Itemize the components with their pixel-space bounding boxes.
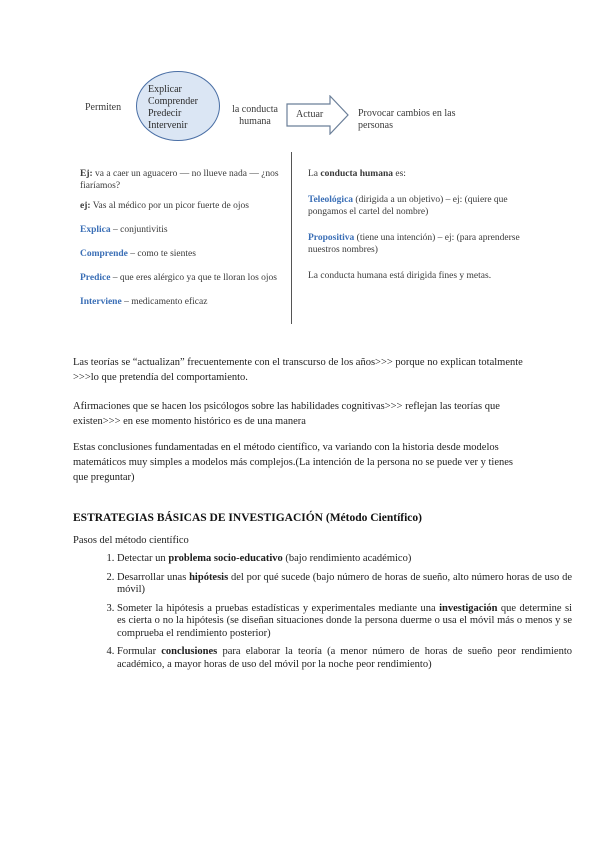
example-2-text: Vas al médico por un picor fuerte de ojos: [90, 201, 249, 211]
propositiva-text: (tiene una intención) – ej: (para aprenderse nuestros nombres): [308, 233, 520, 255]
list-item: [117, 572, 572, 597]
diagram-provocar: Provocar cambios en las personas: [358, 108, 456, 131]
explica-label: Explica: [80, 225, 111, 235]
left-column: [80, 168, 280, 308]
step-keyword: problema socio-educativo: [168, 553, 283, 564]
paragraph-conclusiones: Estas conclusiones fundamentadas en el método científico, va variando con la historia desde modelos matemáticos muy simples a modelos más complejos.(La intención de la persona no se puede ver y tienes que preguntar): [73, 442, 514, 483]
example-1-label: Ej:: [80, 169, 93, 179]
step-text: Formular: [117, 646, 162, 657]
dirigida-text: La conducta humana está dirigida fines y metas.: [308, 271, 492, 281]
explica-text: – conjuntivitis: [110, 225, 168, 235]
teleologica-text: (dirigida a un objetivo) – ej: (quiere que pongamos el cartel del nombre): [308, 195, 508, 217]
column-divider: [291, 152, 292, 324]
conducta-title-pre: La: [308, 169, 321, 179]
oval-item: Intervenir: [148, 120, 188, 131]
oval-item: Explicar: [148, 84, 182, 95]
step-text: Desarrollar unas: [117, 571, 190, 583]
example-1-text: va a caer un aguacero — no llueve nada — ¿nos fiaríamos?: [80, 169, 279, 191]
step-text: (bajo rendimiento académico): [282, 553, 412, 564]
example-1: [80, 168, 280, 192]
step-text: que determine si es cierta o no la hipótesis (se diseñan situaciones donde la persona duerme o usa el móvil más o menos y se comprueba el rendimiento posterior): [117, 602, 573, 639]
step-keyword: hipótesis: [189, 571, 229, 583]
teleologica-item: [308, 194, 528, 218]
step-text: para elaborar la teoría (a menor número de horas de sueño peor rendimiento académico, a mayor horas de uso del móvil por la noche peor rendimiento): [117, 646, 573, 670]
conducta-title: [308, 168, 528, 180]
steps-list: [73, 553, 572, 677]
predice-label: Predice: [80, 273, 111, 283]
section-subtitle: Pasos del método científico: [73, 535, 189, 546]
predice-item: [80, 272, 280, 284]
propositiva-item: [308, 232, 528, 256]
teleologica-label: Teleológica: [308, 195, 354, 205]
diagram-conducta: la conducta humana: [232, 104, 278, 127]
step-keyword: conclusiones: [161, 646, 218, 657]
step-keyword: investigación: [439, 602, 498, 614]
interviene-item: [80, 296, 280, 308]
step-text: Detectar un: [117, 553, 169, 564]
diagram-oval-items: [148, 84, 198, 132]
step-text: Someter la hipótesis a pruebas estadísticas y experimentales mediante una: [117, 602, 440, 614]
interviene-text: – medicamento eficaz: [121, 297, 208, 307]
oval-item: Comprender: [148, 96, 198, 107]
comprende-text: – como te sientes: [127, 249, 196, 259]
propositiva-label: Propositiva: [308, 233, 355, 243]
predice-text: – que eres alérgico ya que te lloran los ojos: [110, 273, 277, 283]
diagram-actuar: Actuar: [296, 109, 324, 120]
diagram-permiten: Permiten: [85, 102, 122, 113]
list-item: [117, 553, 572, 566]
example-2: [80, 200, 280, 212]
interviene-label: Interviene: [80, 297, 122, 307]
comprende-label: Comprende: [80, 249, 128, 259]
comprende-item: [80, 248, 280, 260]
section-heading: ESTRATEGIAS BÁSICAS DE INVESTIGACIÓN (Método Científico): [73, 512, 422, 524]
oval-item: Predecir: [148, 108, 182, 119]
example-2-label: ej:: [80, 201, 91, 211]
list-item: [117, 646, 572, 671]
explica-item: [80, 224, 280, 236]
conducta-title-bold: conducta humana: [320, 169, 393, 179]
step-text: del por qué sucede (bajo número de horas de sueño, alto número horas de uso de móvil): [117, 571, 572, 595]
list-item: [117, 603, 572, 641]
right-column: [308, 168, 528, 282]
conducta-title-post: es:: [393, 169, 406, 179]
paragraph-teorias: Las teorías se “actualizan” frecuentemente con el transcurso de los años>>> porque no explican totalmente >>>lo que pretendía del comportamiento.: [73, 357, 523, 383]
paragraph-afirmaciones: Afirmaciones que se hacen los psicólogos sobre las habilidades cognitivas>>> reflejan las teorías que existen>>> en ese momento histórico es de una manera: [73, 401, 500, 427]
